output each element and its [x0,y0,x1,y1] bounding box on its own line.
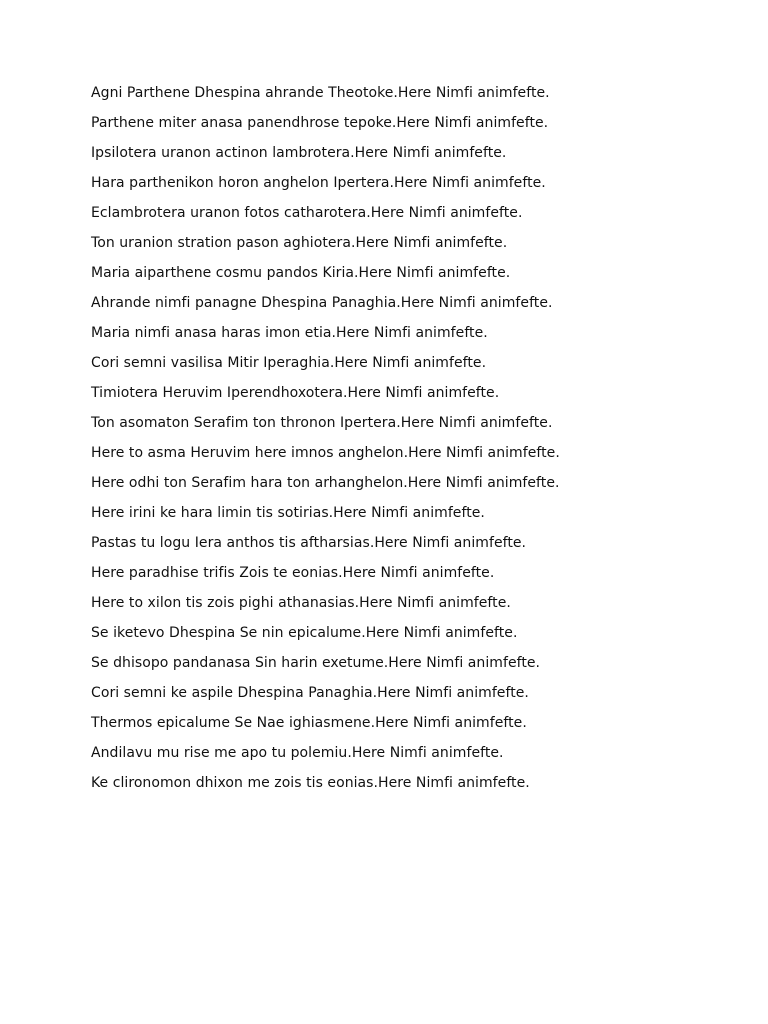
text-line: Maria aiparthene cosmu pandos Kiria.Here Nimfi animfefte. [91,265,511,281]
text-line: Ahrande nimfi panagne Dhespina Panaghia.Here Nimfi animfefte. [91,295,553,311]
text-line: Here to asma Heruvim here imnos anghelon.Here Nimfi animfefte. [91,445,560,461]
text-line: Ke clironomon dhixon me zois tis eonias.Here Nimfi animfefte. [91,775,530,791]
text-line: Pastas tu logu Iera anthos tis aftharsias.Here Nimfi animfefte. [91,535,527,551]
text-line: Here to xilon tis zois pighi athanasias.Here Nimfi animfefte. [91,595,511,611]
text-line: Agni Parthene Dhespina ahrande Theotoke.Here Nimfi animfefte. [91,85,550,101]
text-line: Ipsilotera uranon actinon lambrotera.Here Nimfi animfefte. [91,145,507,161]
text-line: Timiotera Heruvim Iperendhoxotera.Here Nimfi animfefte. [91,385,500,401]
text-line: Here irini ke hara limin tis sotirias.Here Nimfi animfefte. [91,505,485,521]
text-line: Se iketevo Dhespina Se nin epicalume.Here Nimfi animfefte. [91,625,518,641]
text-line: Andilavu mu rise me apo tu polemiu.Here Nimfi animfefte. [91,745,504,761]
hymn-text [91,83,560,803]
text-line: Thermos epicalume Se Nae ighiasmene.Here Nimfi animfefte. [91,715,527,731]
text-line: Hara parthenikon horon anghelon Ipertera.Here Nimfi animfefte. [91,175,546,191]
text-line: Here odhi ton Serafim hara ton arhanghelon.Here Nimfi animfefte. [91,475,560,491]
text-line: Cori semni vasilisa Mitir Iperaghia.Here Nimfi animfefte. [91,355,487,371]
text-line: Ton asomaton Serafim ton thronon Ipertera.Here Nimfi animfefte. [91,415,553,431]
text-line: Ton uranion stration pason aghiotera.Here Nimfi animfefte. [91,235,508,251]
text-line: Here paradhise trifis Zois te eonias.Here Nimfi animfefte. [91,565,495,581]
text-line: Maria nimfi anasa haras imon etia.Here Nimfi animfefte. [91,325,488,341]
text-line: Parthene miter anasa panendhrose tepoke.Here Nimfi animfefte. [91,115,549,131]
text-line: Se dhisopo pandanasa Sin harin exetume.Here Nimfi animfefte. [91,655,541,671]
text-line: Eclambrotera uranon fotos catharotera.Here Nimfi animfefte. [91,205,523,221]
text-line: Cori semni ke aspile Dhespina Panaghia.Here Nimfi animfefte. [91,685,529,701]
